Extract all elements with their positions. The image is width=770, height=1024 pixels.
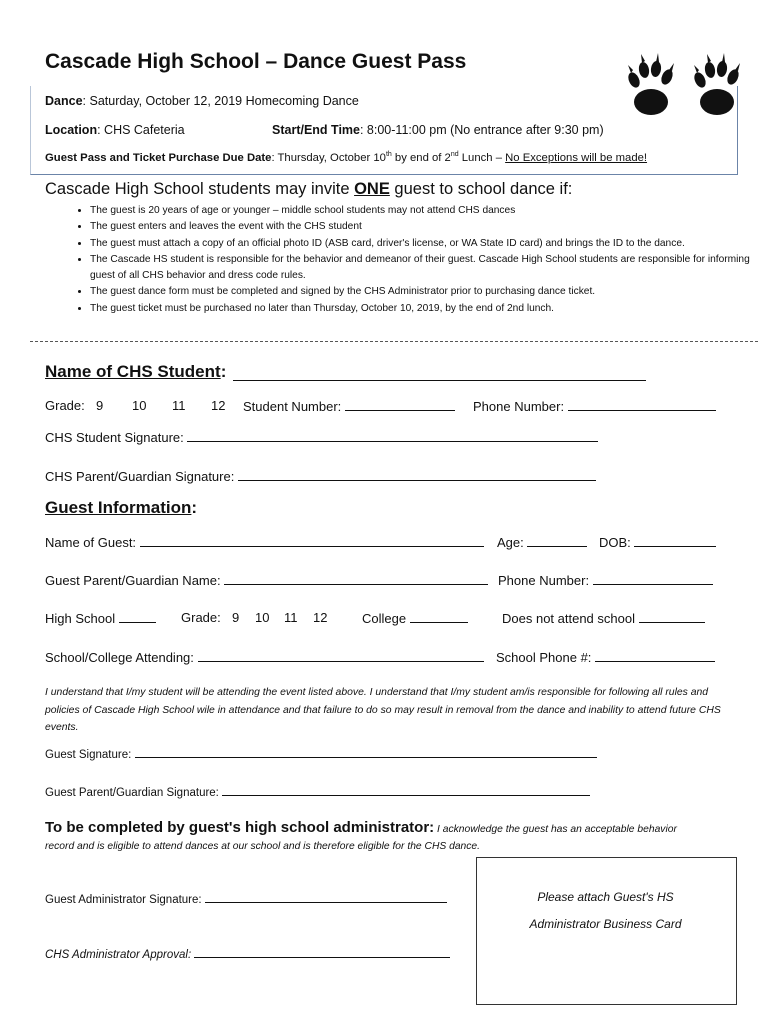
time-label: Start/End Time (272, 123, 360, 137)
guest-grade-option-10[interactable]: 10 (255, 610, 270, 625)
student-grade-row (45, 398, 85, 413)
guest-dob-field[interactable] (634, 534, 716, 547)
list-item: • The guest dance form must be completed and signed by the CHS Administrator prior to purchasing dance ticket. (90, 284, 750, 300)
school-attending-row (45, 649, 484, 665)
admin-signature-field[interactable] (205, 890, 447, 903)
agreement-text: I understand that I/my student will be attending the event listed above. I understand that I/my student am/is responsible for following all rules and policies of Cascade High School wile in attendance and that failure to do so may result in removal from the dance and inability to attend future CHS events. (45, 687, 721, 733)
admin-section-heading (45, 819, 677, 836)
intro-suffix: guest to school dance if: (389, 180, 573, 198)
guest-parent-name-row (45, 572, 488, 588)
guest-age-row (497, 534, 587, 550)
business-card-attach-box[interactable] (476, 857, 737, 1005)
page-title: Cascade High School – Dance Guest Pass (45, 50, 467, 73)
dance-value: : Saturday, October 12, 2019 Homecoming Dance (82, 94, 359, 108)
due-value-2: by end of 2 (391, 151, 451, 164)
student-parent-signature-row (45, 468, 596, 484)
guest-phone-field[interactable] (593, 572, 713, 585)
no-exceptions-note: No Exceptions will be made! (505, 151, 648, 164)
due-sup-2: nd (450, 151, 459, 158)
student-phone-row (473, 398, 716, 414)
time-row (272, 123, 604, 137)
guest-grade-label: Grade: (181, 610, 221, 625)
list-item: • The guest must attach a copy of an official photo ID (ASB card, driver's license, or WA State ID card) and brings the ID to the dance. (90, 236, 750, 252)
student-number-field[interactable] (345, 398, 455, 411)
student-number-label: Student Number: (243, 399, 342, 414)
location-row (45, 123, 185, 137)
due-label: Guest Pass and Ticket Purchase Due Date (45, 151, 272, 164)
guest-dob-row (599, 534, 716, 550)
school-phone-field[interactable] (595, 649, 715, 662)
location-value: : CHS Cafeteria (97, 123, 185, 137)
not-attend-field[interactable] (639, 610, 705, 623)
card-instruction-line-2: Administrator Business Card (529, 917, 682, 931)
admin-ack-line-2: record and is eligible to attend dances at our school and is therefore eligible for the CHS dance. (45, 841, 481, 852)
guest-signature-label: Guest Signature: (45, 749, 132, 761)
not-attend-label: Does not attend school (502, 611, 635, 626)
student-phone-label: Phone Number: (473, 399, 565, 414)
guest-name-label: Name of Guest: (45, 535, 137, 550)
guest-parent-name-label: Guest Parent/Guardian Name: (45, 573, 221, 588)
student-number-row (243, 398, 455, 414)
grade-option-9[interactable]: 9 (96, 398, 104, 413)
college-field[interactable] (410, 610, 468, 623)
chs-approval-row (45, 945, 450, 961)
guest-heading-colon: : (191, 498, 198, 517)
guest-parent-signature-label: Guest Parent/Guardian Signature: (45, 787, 219, 799)
high-school-field[interactable] (119, 610, 156, 623)
student-phone-field[interactable] (568, 398, 716, 411)
due-value-1: : Thursday, October 10 (271, 151, 386, 164)
college-label: College (362, 611, 407, 626)
school-attending-label: School/College Attending: (45, 650, 194, 665)
list-item: • The guest ticket must be purchased no later than Thursday, October 10, 2019, by the end of 2nd lunch. (90, 301, 750, 317)
dance-row (45, 94, 359, 108)
college-option-row (362, 610, 468, 626)
guest-grade-option-12[interactable]: 12 (313, 610, 328, 625)
guest-section-heading (45, 498, 197, 518)
admin-signature-row (45, 890, 447, 906)
school-attending-field[interactable] (198, 649, 484, 662)
grade-label: Grade: (45, 398, 85, 413)
guest-parent-signature-row (45, 783, 590, 799)
guest-dob-label: DOB: (599, 535, 631, 550)
admin-heading-text: To be completed by guest's high school administrator: (45, 819, 435, 836)
location-label: Location (45, 123, 98, 137)
student-signature-row (45, 429, 598, 445)
guest-phone-label: Phone Number: (498, 573, 590, 588)
guest-grade-option-9[interactable]: 9 (232, 610, 240, 625)
due-date-row (45, 151, 647, 164)
due-sup-1: th (385, 151, 392, 158)
rules-list (70, 203, 750, 317)
high-school-option-row (45, 610, 156, 626)
cut-line-divider (30, 341, 758, 342)
card-instruction-line-1: Please attach Guest's HS (537, 890, 674, 904)
school-phone-label: School Phone #: (496, 650, 592, 665)
guest-age-field[interactable] (527, 534, 587, 547)
admin-signature-label: Guest Administrator Signature: (45, 894, 202, 906)
guest-phone-row (498, 572, 713, 588)
guest-grade-option-11[interactable]: 11 (284, 610, 298, 625)
not-attend-option-row (502, 610, 705, 626)
guest-name-field[interactable] (140, 534, 484, 547)
grade-option-12[interactable]: 12 (211, 398, 226, 413)
admin-ack-line-1: I acknowledge the guest has an acceptable behavior (434, 824, 677, 835)
dance-label: Dance (45, 94, 83, 108)
guest-parent-name-field[interactable] (224, 572, 488, 585)
student-signature-label: CHS Student Signature: (45, 430, 184, 445)
chs-approval-label: CHS Administrator Approval: (45, 949, 192, 961)
student-name-field[interactable] (233, 365, 646, 386)
guest-signature-row (45, 745, 597, 761)
student-heading-text: Name of CHS Student (45, 362, 221, 381)
school-phone-row (496, 649, 715, 665)
list-item: • The guest enters and leaves the event with the CHS student (90, 219, 750, 235)
guest-age-label: Age: (497, 535, 524, 550)
list-item: • The Cascade HS student is responsible for the behavior and demeanor of their guest. Cascade High School students are responsible for informing guest of all CHS behavior and dress code rules. (90, 252, 750, 285)
guest-signature-field[interactable] (135, 745, 597, 758)
intro-text (45, 180, 572, 199)
chs-approval-field[interactable] (194, 945, 450, 958)
guest-name-row (45, 534, 484, 550)
guest-parent-signature-field[interactable] (222, 783, 590, 796)
grade-option-10[interactable]: 10 (132, 398, 147, 413)
intro-one: ONE (354, 180, 390, 198)
time-value: : 8:00-11:00 pm (No entrance after 9:30 pm) (359, 123, 604, 137)
student-parent-signature-field[interactable] (238, 468, 596, 481)
student-signature-field[interactable] (187, 429, 598, 442)
student-heading-colon: : (220, 362, 227, 381)
high-school-label: High School (45, 611, 116, 626)
grade-option-11[interactable]: 11 (172, 398, 186, 413)
student-parent-signature-label: CHS Parent/Guardian Signature: (45, 469, 235, 484)
guest-heading-text: Guest Information (45, 498, 192, 517)
intro-prefix: Cascade High School students may invite (45, 180, 355, 198)
list-item: • The guest is 20 years of age or younger – middle school students may not attend CHS dances (90, 203, 750, 219)
due-value-3: Lunch – (458, 151, 506, 164)
student-section-heading (45, 362, 226, 382)
